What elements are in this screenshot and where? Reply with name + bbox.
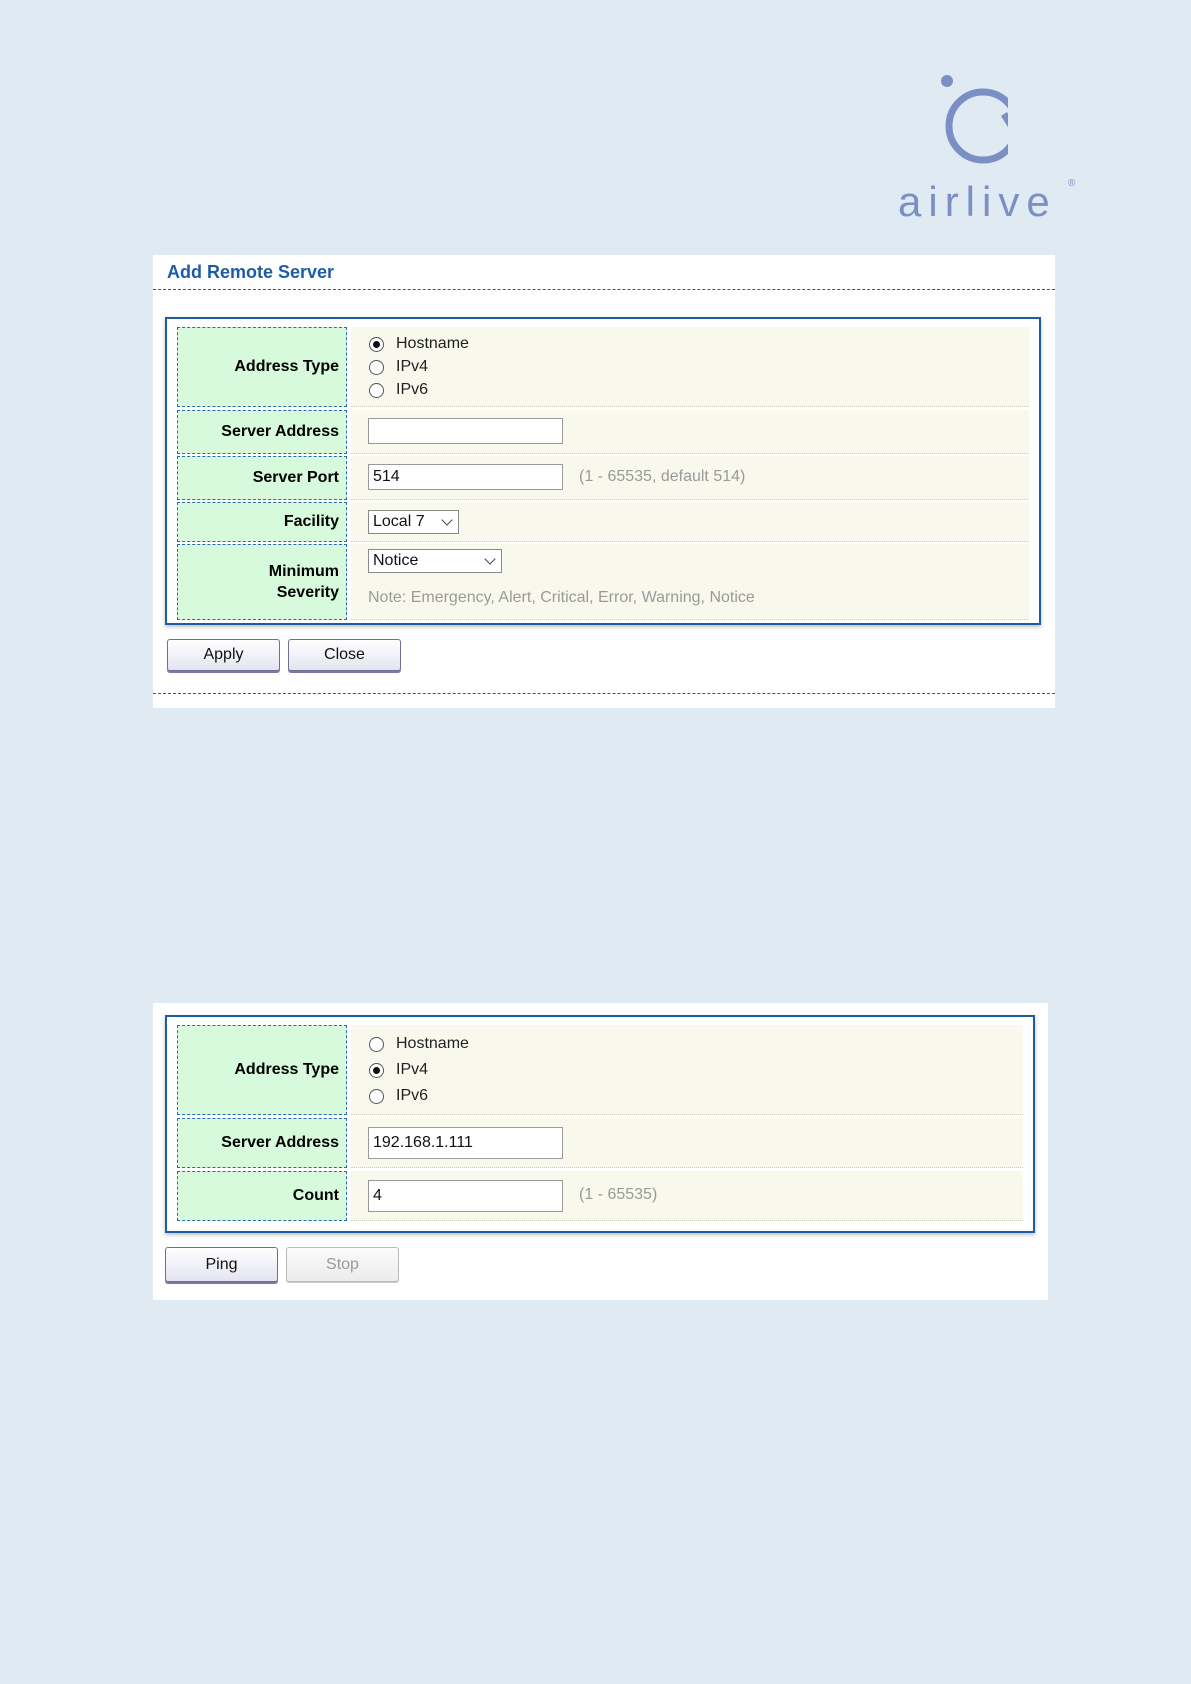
radio-hostname[interactable]	[369, 1033, 469, 1055]
facility-select[interactable]	[368, 510, 459, 534]
radio-label-ipv6: IPv6	[396, 1087, 429, 1104]
ping-panel	[153, 1003, 1048, 1300]
server-address-cell	[351, 410, 1029, 454]
radio-ipv6[interactable]	[369, 1085, 428, 1107]
address-type-options	[351, 327, 1029, 407]
stop-button[interactable]: Stop	[286, 1247, 399, 1282]
minimum-severity-label-line1: Minimum	[268, 563, 339, 580]
radio-label-hostname: Hostname	[396, 335, 469, 352]
count-label: Count	[177, 1171, 347, 1221]
address-type-row	[177, 1025, 1023, 1115]
bottom-divider	[153, 693, 1055, 694]
title-divider	[153, 289, 1055, 290]
radio-label-ipv4: IPv4	[396, 358, 429, 375]
add-remote-server-panel	[153, 255, 1055, 708]
radio-label-hostname: Hostname	[396, 1035, 469, 1052]
radio-ipv6[interactable]	[369, 379, 428, 401]
server-port-input[interactable]: 514	[368, 464, 563, 490]
minimum-severity-select[interactable]	[368, 549, 502, 573]
radio-button[interactable]	[369, 1089, 384, 1104]
radio-label-ipv4: IPv4	[396, 1061, 429, 1078]
count-cell	[351, 1171, 1023, 1221]
server-port-label: Server Port	[177, 456, 347, 500]
server-port-hint: (1 - 65535, default 514)	[579, 468, 746, 485]
radio-button[interactable]	[369, 383, 384, 398]
ping-form	[165, 1015, 1035, 1233]
server-port-cell	[351, 456, 1029, 500]
count-input[interactable]: 4	[368, 1180, 563, 1212]
minimum-severity-selected-value: Notice	[373, 552, 419, 569]
address-type-row	[177, 327, 1029, 407]
remote-server-form	[165, 317, 1041, 625]
server-port-row	[177, 456, 1029, 500]
facility-row	[177, 502, 1029, 542]
address-type-options	[351, 1025, 1023, 1115]
minimum-severity-row	[177, 544, 1029, 620]
count-hint: (1 - 65535)	[579, 1186, 658, 1203]
ping-button[interactable]: Ping	[165, 1247, 278, 1282]
server-address-cell	[351, 1118, 1023, 1168]
page-title: Add Remote Server	[167, 262, 335, 282]
address-type-label: Address Type	[177, 327, 347, 407]
server-address-input[interactable]: 192.168.1.111	[368, 1127, 563, 1159]
airlive-logo-mark-icon	[898, 70, 1008, 170]
server-address-label: Server Address	[177, 1118, 347, 1168]
radio-button-checked[interactable]	[369, 1063, 384, 1078]
server-address-row	[177, 1118, 1023, 1168]
minimum-severity-label-line2: Severity	[276, 584, 339, 601]
minimum-severity-label	[177, 544, 347, 620]
logo-wordmark: airlive	[898, 178, 1057, 225]
radio-label-ipv6: IPv6	[396, 381, 429, 398]
facility-selected-value: Local 7	[373, 513, 425, 530]
server-address-label: Server Address	[177, 410, 347, 454]
close-button[interactable]: Close	[288, 639, 401, 671]
registered-mark: ®	[1068, 178, 1076, 189]
server-address-input[interactable]	[368, 418, 563, 444]
radio-button[interactable]	[369, 360, 384, 375]
chevron-down-icon	[441, 514, 452, 525]
address-type-label: Address Type	[177, 1025, 347, 1115]
apply-button[interactable]: Apply	[167, 639, 280, 671]
radio-ipv4[interactable]	[369, 1059, 428, 1081]
radio-button-checked[interactable]	[369, 337, 384, 352]
radio-button[interactable]	[369, 1037, 384, 1052]
radio-hostname[interactable]	[369, 333, 469, 355]
facility-cell	[351, 502, 1029, 542]
minimum-severity-note: Note: Emergency, Alert, Critical, Error, Warning, Notice	[368, 589, 755, 606]
minimum-severity-cell	[351, 544, 1029, 620]
count-row	[177, 1171, 1023, 1221]
facility-label: Facility	[177, 502, 347, 542]
radio-ipv4[interactable]	[369, 356, 428, 378]
chevron-down-icon	[484, 553, 495, 564]
airlive-logo	[898, 70, 1078, 230]
server-address-row	[177, 410, 1029, 454]
